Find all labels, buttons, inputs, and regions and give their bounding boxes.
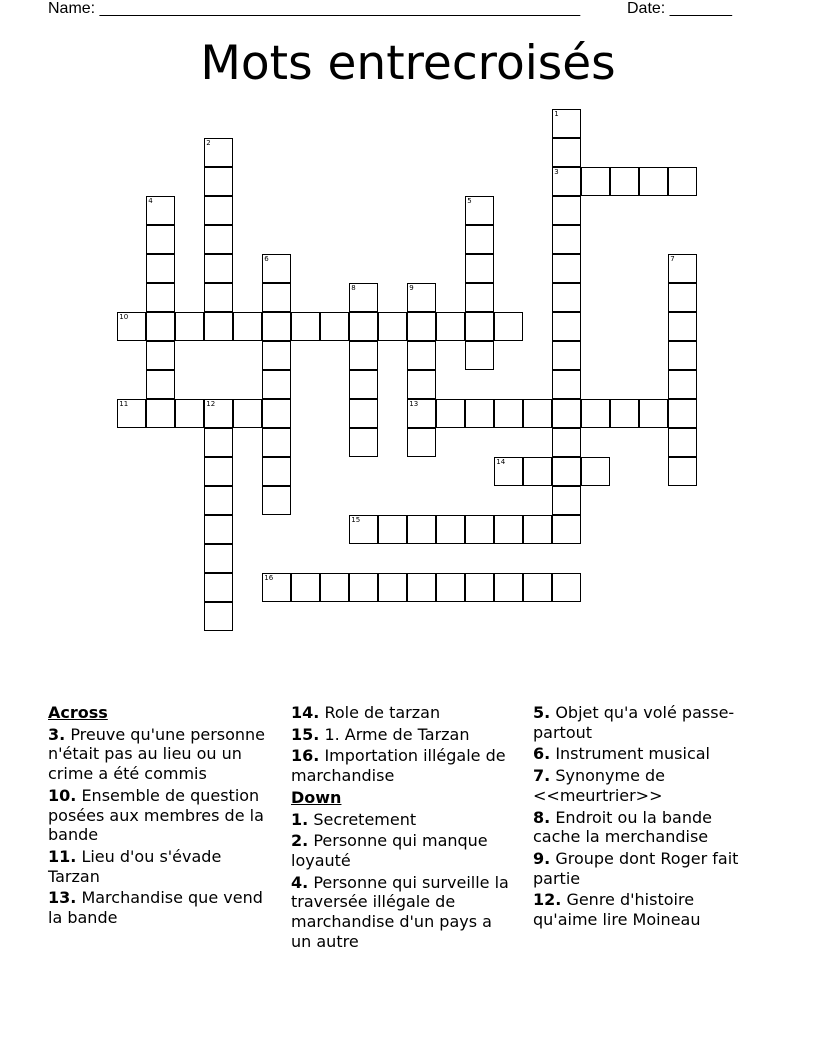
crossword-cell[interactable] — [407, 341, 436, 370]
cell-number: 6 — [264, 255, 269, 264]
crossword-cell[interactable] — [552, 312, 581, 341]
crossword-cell[interactable] — [552, 196, 581, 225]
crossword-cell[interactable] — [465, 254, 494, 283]
crossword-cell[interactable] — [378, 312, 407, 341]
crossword-cell[interactable] — [552, 573, 581, 602]
crossword-cell[interactable] — [262, 457, 291, 486]
cell-number: 1 — [554, 110, 559, 119]
crossword-cell[interactable] — [204, 602, 233, 631]
crossword-cell[interactable] — [204, 138, 233, 167]
crossword-cell[interactable] — [204, 573, 233, 602]
crossword-cell[interactable] — [262, 283, 291, 312]
clue-down-2: 2. Personne qui manque loyauté — [291, 831, 488, 870]
crossword-cell[interactable] — [668, 283, 697, 312]
crossword-cell[interactable] — [204, 283, 233, 312]
crossword-cell[interactable] — [581, 457, 610, 486]
crossword-cell[interactable] — [349, 341, 378, 370]
name-field: Name: ______________________________________________________ — [48, 0, 581, 17]
crossword-cell[interactable] — [320, 312, 349, 341]
crossword-cell[interactable] — [581, 399, 610, 428]
crossword-cell[interactable] — [494, 312, 523, 341]
page-title: Mots entrecroisés — [200, 36, 616, 91]
clues-column-2 — [291, 703, 513, 953]
crossword-cell[interactable] — [204, 399, 233, 428]
crossword-cell[interactable] — [262, 399, 291, 428]
crossword-cell[interactable] — [146, 312, 175, 341]
crossword-cell[interactable] — [552, 225, 581, 254]
crossword-cell[interactable] — [465, 399, 494, 428]
crossword-cell[interactable] — [494, 399, 523, 428]
crossword-cell[interactable] — [436, 573, 465, 602]
crossword-cell[interactable] — [552, 370, 581, 399]
crossword-cell[interactable] — [146, 370, 175, 399]
crossword-cell[interactable] — [291, 573, 320, 602]
crossword-cell[interactable] — [349, 370, 378, 399]
crossword-cell[interactable] — [146, 196, 175, 225]
crossword-cell[interactable] — [407, 283, 436, 312]
crossword-cell[interactable] — [523, 573, 552, 602]
crossword-cell[interactable] — [204, 167, 233, 196]
cell-number: 5 — [467, 197, 472, 206]
crossword-cell[interactable] — [552, 109, 581, 138]
cell-number: 15 — [351, 516, 361, 525]
cell-number: 8 — [351, 284, 356, 293]
crossword-cell[interactable] — [349, 283, 378, 312]
clues-column-1 — [48, 703, 266, 930]
crossword-cell[interactable] — [378, 573, 407, 602]
crossword-cell[interactable] — [552, 428, 581, 457]
crossword-cell[interactable] — [204, 544, 233, 573]
clue-across-13: 13. Marchandise que vend la bande — [48, 888, 263, 928]
clues-column-3 — [533, 703, 755, 932]
clue-down-8: 8. Endroit ou la bande cache la merchandise — [533, 807, 712, 847]
crossword-cell[interactable] — [204, 515, 233, 544]
crossword-cell[interactable] — [552, 167, 581, 196]
crossword-cell[interactable] — [233, 399, 262, 428]
crossword-cell[interactable] — [494, 573, 523, 602]
crossword-cell[interactable] — [581, 167, 610, 196]
cell-number: 10 — [119, 313, 129, 322]
crossword-cell[interactable] — [146, 341, 175, 370]
crossword-cell[interactable] — [349, 399, 378, 428]
crossword-cell[interactable] — [436, 399, 465, 428]
crossword-cell[interactable] — [668, 312, 697, 341]
crossword-cell[interactable] — [668, 341, 697, 370]
crossword-cell[interactable] — [262, 370, 291, 399]
crossword-cell[interactable] — [668, 370, 697, 399]
cell-number: 12 — [206, 400, 216, 409]
crossword-cell[interactable] — [117, 399, 146, 428]
crossword-cell[interactable] — [204, 196, 233, 225]
cell-number: 13 — [409, 400, 419, 409]
crossword-cell[interactable] — [262, 573, 291, 602]
crossword-cell[interactable] — [465, 196, 494, 225]
crossword-cell[interactable] — [146, 225, 175, 254]
cell-number: 7 — [670, 255, 675, 264]
crossword-cell[interactable] — [668, 254, 697, 283]
crossword-cell[interactable] — [204, 225, 233, 254]
crossword-cell[interactable] — [146, 283, 175, 312]
crossword-cell[interactable] — [668, 399, 697, 428]
across-heading: Across — [48, 703, 108, 722]
crossword-cell[interactable] — [668, 167, 697, 196]
clue-down-7: 7. Synonyme de <<meurtrier>> — [533, 766, 665, 805]
crossword-cell[interactable] — [117, 312, 146, 341]
crossword-cell[interactable] — [523, 457, 552, 486]
crossword-cell[interactable] — [204, 486, 233, 515]
clue-down-1: 1. Secretement — [291, 809, 417, 829]
crossword-cell[interactable] — [262, 428, 291, 457]
crossword-cell[interactable] — [465, 515, 494, 544]
crossword-cell[interactable] — [349, 428, 378, 457]
crossword-cell[interactable] — [204, 457, 233, 486]
clue-across-15: 15. 1. Arme de Tarzan — [291, 724, 470, 744]
cell-number: 2 — [206, 139, 211, 148]
crossword-cell[interactable] — [175, 312, 204, 341]
crossword-cell[interactable] — [204, 254, 233, 283]
crossword-cell[interactable] — [552, 341, 581, 370]
crossword-cell[interactable] — [291, 312, 320, 341]
crossword-cell[interactable] — [146, 254, 175, 283]
crossword-cell[interactable] — [610, 167, 639, 196]
crossword-cell[interactable] — [465, 283, 494, 312]
crossword-cell[interactable] — [552, 254, 581, 283]
crossword-cell[interactable] — [407, 399, 436, 428]
crossword-cell[interactable] — [349, 312, 378, 341]
crossword-cell[interactable] — [349, 573, 378, 602]
crossword-cell[interactable] — [552, 138, 581, 167]
crossword-cell[interactable] — [523, 515, 552, 544]
cell-number: 9 — [409, 284, 414, 293]
crossword-cell[interactable] — [175, 399, 204, 428]
crossword-cell[interactable] — [407, 312, 436, 341]
down-heading: Down — [291, 787, 342, 807]
crossword-cell[interactable] — [262, 486, 291, 515]
crossword-cell[interactable] — [494, 457, 523, 486]
crossword-cell[interactable] — [262, 254, 291, 283]
crossword-cell[interactable] — [639, 399, 668, 428]
clue-across-10: 10. Ensemble de question posées aux membres de la bande — [48, 785, 264, 845]
crossword-cell[interactable] — [436, 312, 465, 341]
crossword-cell[interactable] — [552, 283, 581, 312]
cell-number: 14 — [496, 458, 506, 467]
crossword-cell[interactable] — [552, 515, 581, 544]
clue-down-6: 6. Instrument musical — [533, 744, 710, 764]
crossword-cell[interactable] — [204, 428, 233, 457]
crossword-cell[interactable] — [349, 515, 378, 544]
cell-number: 4 — [148, 197, 153, 206]
cell-number: 16 — [264, 574, 274, 583]
crossword-cell[interactable] — [552, 399, 581, 428]
crossword-cell[interactable] — [407, 428, 436, 457]
crossword-cell[interactable] — [262, 312, 291, 341]
crossword-cell[interactable] — [407, 573, 436, 602]
clue-down-4: 4. Personne qui surveille la traversée illégale de marchandise d'un pays a un autre — [291, 872, 509, 951]
crossword-cell[interactable] — [320, 573, 349, 602]
crossword-cell[interactable] — [668, 457, 697, 486]
clue-across-14: 14. Role de tarzan — [291, 703, 441, 722]
crossword-cell[interactable] — [146, 399, 175, 428]
crossword-cell[interactable] — [465, 573, 494, 602]
crossword-cell[interactable] — [523, 399, 552, 428]
clue-across-16: 16. Importation illégale de marchandise — [291, 746, 506, 786]
clue-down-12: 12. Genre d'histoire qu'aime lire Moineau — [533, 890, 701, 930]
crossword-cell[interactable] — [262, 341, 291, 370]
clue-across-3: 3. Preuve qu'une personne n'était pas au lieu ou un crime a été commis — [48, 724, 266, 784]
crossword-cell[interactable] — [465, 312, 494, 341]
crossword-cell[interactable] — [407, 370, 436, 399]
clue-across-11: 11. Lieu d'ou s'évade Tarzan — [48, 846, 222, 886]
crossword-cell[interactable] — [465, 341, 494, 370]
crossword-cell[interactable] — [552, 486, 581, 515]
crossword-cell[interactable] — [668, 428, 697, 457]
cell-number: 11 — [119, 400, 129, 409]
crossword-cell[interactable] — [639, 167, 668, 196]
crossword-cell[interactable] — [552, 457, 581, 486]
crossword-cell[interactable] — [378, 515, 407, 544]
crossword-cell[interactable] — [436, 515, 465, 544]
crossword-cell[interactable] — [610, 399, 639, 428]
crossword-cell[interactable] — [233, 312, 262, 341]
crossword-cell[interactable] — [494, 515, 523, 544]
cell-number: 3 — [554, 168, 559, 177]
clue-down-9: 9. Groupe dont Roger fait partie — [533, 848, 739, 888]
crossword-cell[interactable] — [465, 225, 494, 254]
crossword-cell[interactable] — [407, 515, 436, 544]
crossword-cell[interactable] — [204, 312, 233, 341]
clue-down-5: 5. Objet qu'a volé passe-partout — [533, 703, 735, 742]
date-field: Date: _______ — [627, 0, 732, 17]
